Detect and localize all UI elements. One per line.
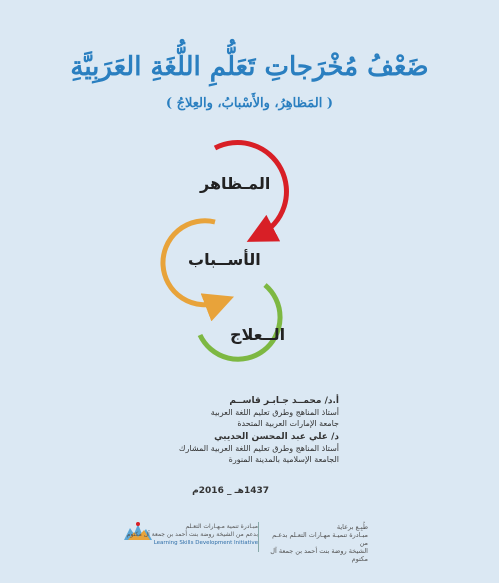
initiative-block (118, 523, 258, 547)
printed-label: طُبِـع برعاية (336, 523, 368, 531)
printed-under-block (268, 523, 368, 563)
book-subtitle: ( المَظاهِرُ، والأَسْبابُ، والعِلاجُ ) (165, 96, 334, 111)
author-role: أستاذ المناهج وطرق تعليم اللغة العربية المشارك (178, 444, 339, 453)
author-1 (211, 396, 339, 429)
publication-date: 1437هـ _ 2016م (192, 486, 269, 496)
stage-symptoms: المـظاهر (200, 174, 271, 193)
author-name: أ.د/ محمــد جـابـر قاســم (229, 396, 339, 406)
green-ring (200, 285, 280, 359)
initiative-name-en: Learning Skills Development Initiative (153, 540, 258, 546)
stage-remedy: الــعلاج (230, 325, 286, 344)
stage-causes: الأســباب (188, 250, 261, 269)
author-affiliation: جامعة الإمارات العربية المتحدة (237, 419, 339, 428)
footer-divider (258, 522, 259, 552)
book-title: ضَعْفُ مُخْرَجاتِ تَعَلُّمِ اللُّغَةِ العَرَبِيَّةِ (70, 52, 429, 82)
printed-line-1: مبـادرة تنميـة مهـارات التعـلم بدعـم من (272, 531, 368, 547)
author-2 (179, 432, 339, 465)
author-name: د/ علي عبد المحسن الحديبي (214, 432, 339, 442)
initiative-support-ar: بدعم من الشيخة روضة بنت أحمد بن جمعة آل مكتوم (126, 531, 258, 538)
author-affiliation: الجامعة الإسلامية بالمدينة المنورة (228, 455, 339, 464)
printed-line-2: الشيخة روضة بنت أحمد بن جمعة آل مكتوم (270, 547, 368, 563)
author-role: أستاذ المناهج وطرق تعليم اللغة العربية (210, 408, 339, 417)
initiative-name-ar: مبـادرة تنمية مـهـارات التعـلم (185, 523, 258, 530)
